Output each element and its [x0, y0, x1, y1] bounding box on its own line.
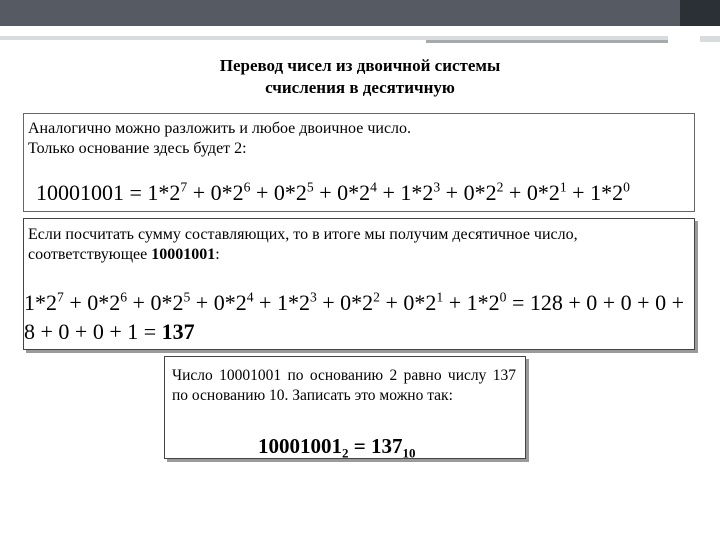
top-decorative-bar [0, 0, 720, 26]
sum-description-number: 10001001 [151, 246, 216, 263]
sum-term [150, 290, 190, 315]
sum-term-exponent: 0 [499, 289, 507, 305]
expansion-term-coefficient-base: 1*2 [400, 180, 434, 205]
expansion-term [147, 180, 187, 205]
sum-term-exponent: 3 [309, 289, 317, 305]
header-rule-accent [426, 40, 668, 43]
decimal-base: 10 [402, 445, 416, 461]
expansion-plus-sign: + [376, 180, 401, 205]
sum-plus-sign: + [443, 290, 467, 315]
expansion-plus-sign: + [503, 180, 527, 205]
sum-plus-sign: + [127, 290, 151, 315]
sum-term [340, 290, 380, 315]
sum-term-coefficient-base: 0*2 [150, 290, 184, 315]
expansion-term-exponent: 2 [496, 179, 504, 195]
sum-term-coefficient-base: 1*2 [24, 290, 57, 315]
expansion-term-exponent: 5 [306, 179, 314, 195]
sum-equation-terms [24, 290, 506, 315]
expansion-plus-sign: + [187, 180, 211, 205]
expansion-plus-sign: + [566, 180, 591, 205]
equation-lhs: 10001001 = [36, 180, 148, 205]
expansion-plus-sign: + [250, 180, 274, 205]
equals-sign: = [348, 434, 371, 458]
expansion-term-coefficient-base: 0*2 [526, 180, 560, 205]
expansion-term [527, 180, 567, 205]
sum-plus-sign: + [190, 290, 214, 315]
sum-description-text: Если посчитать сумму составляющих, то в итоге мы получим десятичное число, соответствующее [28, 226, 578, 263]
sum-term-coefficient-base: 1*2 [276, 290, 310, 315]
sum-term [24, 290, 64, 315]
expansion-term-exponent: 3 [433, 179, 441, 195]
sum-term [277, 290, 317, 315]
expansion-term [211, 180, 251, 205]
conclusion-text: Число 10001001 по основанию 2 равно числу 137 по основанию 10. Записать это можно так: [172, 367, 516, 404]
sum-term-exponent: 6 [120, 289, 128, 305]
intro-line-2: Только основание здесь будет 2: [28, 140, 247, 157]
title-line-2: счисления в десятичную [265, 78, 455, 97]
sum-plus-sign: + [253, 290, 277, 315]
expansion-term-exponent: 0 [623, 179, 630, 195]
expansion-term-coefficient-base: 0*2 [337, 180, 371, 205]
expansion-term-exponent: 1 [559, 179, 567, 195]
sum-term-exponent: 2 [373, 289, 380, 305]
expansion-term-coefficient-base: 1*2 [147, 180, 181, 205]
sum-term-coefficient-base: 0*2 [87, 290, 121, 315]
sum-plus-sign: + [63, 290, 88, 315]
sum-description-colon: : [215, 246, 220, 263]
slide-title [160, 55, 560, 99]
sum-term-coefficient-base: 0*2 [403, 290, 437, 315]
sum-term [467, 290, 507, 315]
expansion-term-exponent: 4 [370, 179, 377, 195]
decimal-number: 137 [370, 434, 403, 458]
expansion-term-coefficient-base: 0*2 [463, 180, 497, 205]
sum-description [28, 225, 688, 265]
expansion-term-exponent: 6 [243, 179, 251, 195]
sum-term-coefficient-base: 1*2 [466, 290, 500, 315]
expansion-term [274, 180, 314, 205]
sum-equation-result: 137 [161, 319, 195, 344]
expansion-plus-sign: + [313, 180, 338, 205]
top-bar-accent [680, 0, 720, 26]
equation-terms [147, 180, 629, 205]
expansion-term [337, 180, 377, 205]
sum-term [403, 290, 443, 315]
binary-number: 10001001 [258, 434, 342, 458]
expansion-term [464, 180, 504, 205]
sum-plus-sign: + [316, 290, 341, 315]
sum-term-coefficient-base: 0*2 [213, 290, 247, 315]
sum-term-exponent: 5 [183, 289, 191, 305]
expansion-term [590, 180, 630, 205]
expansion-term-coefficient-base: 1*2 [590, 180, 624, 205]
conclusion-equation [258, 433, 416, 459]
sum-term-exponent: 1 [436, 289, 444, 305]
sum-equation-tail: = 128 + 0 + 0 + 0 + 8 + 0 + 0 + 1 = [24, 290, 684, 344]
binary-expansion-equation [36, 179, 630, 207]
expansion-plus-sign: + [440, 180, 464, 205]
sum-term-exponent: 4 [246, 289, 254, 305]
binary-base: 2 [342, 445, 349, 461]
intro-line-1: Аналогично можно разложить и любое двоичное число. [28, 120, 412, 137]
expansion-term-exponent: 7 [180, 179, 188, 195]
sum-plus-sign: + [379, 290, 404, 315]
expansion-term-coefficient-base: 0*2 [210, 180, 244, 205]
sum-term [214, 290, 254, 315]
sum-equation [24, 288, 694, 346]
title-line-1: Перевод чисел из двоичной системы [219, 56, 501, 75]
sum-term-coefficient-base: 0*2 [340, 290, 374, 315]
expansion-term [400, 180, 440, 205]
expansion-term-coefficient-base: 0*2 [273, 180, 307, 205]
sum-term [87, 290, 127, 315]
header-rule-end [700, 36, 720, 42]
sum-term-exponent: 7 [57, 289, 64, 305]
